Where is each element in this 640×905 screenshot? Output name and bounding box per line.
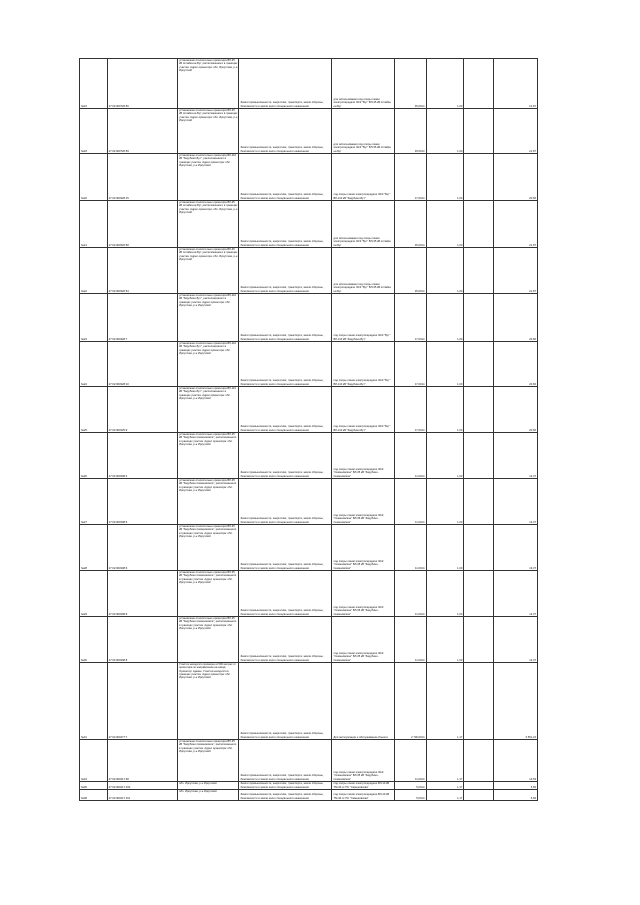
cell-c7: 1,00: [426, 433, 464, 479]
cell-c8: [464, 294, 494, 342]
cell-kad: 27:02:000328:15: [107, 154, 178, 201]
cell-num: №22: [80, 248, 108, 294]
cell-c9: 20,66: [493, 387, 537, 433]
table-row: [80, 342, 538, 387]
cell-c8: [464, 617, 494, 663]
cell-c9: 12,53: [493, 740, 537, 782]
cell-c8: [464, 740, 494, 782]
table-row: [80, 109, 538, 154]
cell-purpose: Земли промышленности, энергетики, транспорта, земли обороны, безопасности и земли иного специального назначения: [239, 109, 332, 154]
cell-purpose: Земли промышленности, энергетики, транспорта, земли обороны, безопасности и земли иного специального назначения: [239, 248, 332, 294]
table-row: [80, 663, 538, 740]
cell-addr: установлено относительно ориентира ВЛ-35 кВ отпайка на Бут, расположенного в границах участка. Адрес ориентира: обл. Иркутская, р-н Иркутский: [178, 109, 239, 154]
cell-use: под опоры линии электропередачи ЭСК "Бут" ВЛ-110 кВ "Зарубино-Бут": [332, 342, 394, 387]
table-row: [80, 294, 538, 342]
cell-addr: обл. Иркутская, р-н Иркутский: [178, 782, 239, 790]
cell-addr: обл. Иркутская, р-н Иркутский: [178, 790, 239, 801]
table-row: [80, 525, 538, 571]
table-row: [80, 248, 538, 294]
cell-kad: 27:02:000328:10: [107, 342, 178, 387]
cell-c7: 1,00: [426, 154, 464, 201]
cell-addr: установлено относительно ориентира ВЛ-35 кВ "Зарубино-Семеновское", расположенного в границах участка. Адрес ориентира: обл. Иркутская, р-н Иркутский: [178, 433, 239, 479]
cell-use: под опоры линии электропередачи ЭСК "Семеновское" ВЛ-35 кВ "Зарубино-Семеновское": [332, 571, 394, 617]
cell-c8: [464, 109, 494, 154]
cell-purpose: Земли промышленности, энергетики, транспорта, земли обороны, безопасности и земли иного специального назначения: [239, 790, 332, 801]
cell-c9: 21,87: [493, 248, 537, 294]
cell-use: под опоры линии электропередачи ВЛ-10 кВ ТМ-30 от ПС "Семеновская": [332, 782, 394, 790]
cell-purpose: Земли промышленности, энергетики, транспорта, земли обороны, безопасности и земли иного специального назначения: [239, 433, 332, 479]
cell-c9: 5,69: [493, 782, 537, 790]
cell-num: №25: [80, 387, 108, 433]
cell-purpose: Земли промышленности, энергетики, транспорта, земли обороны, безопасности и земли иного специального назначения: [239, 201, 332, 248]
cell-c9: 20,66: [493, 294, 537, 342]
cell-c9: 3 551,24: [493, 663, 537, 740]
cell-c9: 20,66: [493, 154, 537, 201]
cell-addr: установлено относительно ориентира ВЛ-110 кВ "Зарубино-Бут", расположенного в границах участка. Адрес ориентира: обл. Иркутская, р-н Иркутский: [178, 294, 239, 342]
cell-num: №30: [80, 617, 108, 663]
cell-c7: 1,00: [426, 294, 464, 342]
cell-c7: 1,17: [426, 663, 464, 740]
cell-c7: 1,00: [426, 248, 464, 294]
cell-num: №20: [80, 154, 108, 201]
cell-kad: 27:02:000325:9: [107, 387, 178, 433]
cell-area: 17,0014: [394, 342, 426, 387]
land-register-table: [79, 58, 538, 801]
cell-c7: 1,00: [426, 342, 464, 387]
cell-c8: [464, 154, 494, 201]
cell-c8: [464, 59, 494, 109]
cell-use: под опоры линии электропередачи ЭСК "Семеновское" ВЛ-35 кВ "Зарубино-Семеновское": [332, 479, 394, 525]
cell-use: для использования под опоры линии электропередачи ЭСК "Бут" ВЛ-35 кВ отпайка на Бут: [332, 201, 394, 248]
cell-c7: 1,00: [426, 387, 464, 433]
cell-num: №34: [80, 740, 108, 782]
table-row: [80, 790, 538, 801]
cell-addr: установлено относительно ориентира ВЛ-35 кВ "Зарубино-Семеновское", расположенного в границах участка. Адрес ориентира: обл. Иркутская, р-н Иркутский: [178, 479, 239, 525]
cell-c7: 1,00: [426, 525, 464, 571]
cell-use: под опоры линии электропередачи ЭСК "Бут" ВЛ-110 кВ "Зарубино-Бут": [332, 154, 394, 201]
table-row: [80, 617, 538, 663]
cell-addr: установлено относительно ориентира ВЛ-110 кВ "Зарубино-Бут", расположенного в границах участка. Адрес ориентира: обл. Иркутская, р-н Иркутский: [178, 154, 239, 201]
table-row: [80, 782, 538, 790]
cell-kad: 27:02:000477:7: [107, 663, 178, 740]
cell-c9: 20,66: [493, 342, 537, 387]
cell-c8: [464, 571, 494, 617]
cell-kad: 27:02:000326:54: [107, 248, 178, 294]
cell-c9: 13,37: [493, 617, 537, 663]
cell-area: 45,0014: [394, 109, 426, 154]
cell-purpose: Земли промышленности, энергетики, транспорта, земли обороны, безопасности и земли иного специального назначения: [239, 571, 332, 617]
cell-num: №26: [80, 433, 108, 479]
cell-kad: 27:02:000308:6: [107, 525, 178, 571]
cell-c9: 13,37: [493, 433, 537, 479]
cell-addr: установлено относительно ориентира ВЛ-35 кВ отпайка на Бут, расположенного в границах участка. Адрес ориентира: обл. Иркутская, р-н Иркутский: [178, 201, 239, 248]
cell-c7: 1,00: [426, 109, 464, 154]
cell-purpose: Земли промышленности, энергетики, транспорта, земли обороны, безопасности и земли иного специального назначения: [239, 740, 332, 782]
cell-kad: 27:02:000308:5: [107, 479, 178, 525]
cell-kad: 27:02:000417:38: [107, 740, 178, 782]
cell-c7: 1,17: [426, 782, 464, 790]
table-row: [80, 201, 538, 248]
cell-area: 11,0014: [394, 525, 426, 571]
cell-num: №36: [80, 782, 108, 790]
cell-kad: 27:02:000726:56: [107, 59, 178, 109]
cell-kad: 27:02:000308:8: [107, 617, 178, 663]
cell-use: под опоры линии электропередачи ЭСК "Семеновское" ВЛ-35 кВ "Зарубино-Семеновское": [332, 525, 394, 571]
cell-c7: 1,17: [426, 790, 464, 801]
cell-c8: [464, 479, 494, 525]
cell-c9: 21,87: [493, 201, 537, 248]
cell-area: 17,0014: [394, 154, 426, 201]
cell-use: под опоры линии электропередачи ЭСК "Семеновское" ВЛ-35 кВ "Зарубино-Семеновское": [332, 740, 394, 782]
cell-c9: 13,37: [493, 571, 537, 617]
cell-area: 2 700,0014: [394, 663, 426, 740]
cell-num: №18: [80, 109, 108, 154]
cell-use: под опоры линии электропередачи ЭСК "Семеновское" ВЛ-35 кВ "Зарубино-Семеновское": [332, 617, 394, 663]
cell-purpose: Земли промышленности, энергетики, транспорта, земли обороны, безопасности и земли иного специального назначения: [239, 387, 332, 433]
cell-purpose: Земли промышленности, энергетики, транспорта, земли обороны, безопасности и земли иного специального назначения: [239, 782, 332, 790]
cell-addr: установлено относительно ориентира ВЛ-35 кВ "Зарубино-Семеновское", расположенного в границах участка. Адрес ориентира: обл. Иркутская, р-н Иркутский: [178, 617, 239, 663]
cell-area: 17,0014: [394, 387, 426, 433]
cell-purpose: Земли промышленности, энергетики, транспорта, земли обороны, безопасности и земли иного специального назначения: [239, 294, 332, 342]
cell-num: №21: [80, 201, 108, 248]
cell-c9: 13,37: [493, 479, 537, 525]
cell-purpose: Земли промышленности, энергетики, транспорта, земли обороны, безопасности и земли иного специального назначения: [239, 154, 332, 201]
cell-num: №27: [80, 479, 108, 525]
cell-area: 11,0014: [394, 571, 426, 617]
cell-use: под опоры линии электропередачи ЭСК "Бут" ВЛ-110 кВ "Зарубино-Бут": [332, 387, 394, 433]
cell-addr: установлено относительно ориентира ВЛ-35 кВ отпайка на Бут, расположенного в границах участка. Адрес ориентира: обл. Иркутская, р-н Иркутский: [178, 59, 239, 109]
cell-addr: установлено относительно ориентира ВЛ-110 кВ "Зарубино-Бут", расположенного в границах участка. Адрес ориентира: обл. Иркутская, р-н Иркутский: [178, 342, 239, 387]
cell-purpose: Земли промышленности, энергетики, транспорта, земли обороны, безопасности и земли иного специального назначения: [239, 342, 332, 387]
cell-kad: 27:02:000308:9: [107, 571, 178, 617]
cell-c9: 21,87: [493, 59, 537, 109]
cell-c9: 13,37: [493, 525, 537, 571]
cell-c8: [464, 525, 494, 571]
cell-area: 11,0014: [394, 740, 426, 782]
cell-use: для использования под опоры линии электропередачи ЭСК "Бут" ВЛ-35 кВ отпайка на Бут: [332, 109, 394, 154]
cell-c9: 21,87: [493, 109, 537, 154]
cell-addr: установлено относительно ориентира ВЛ-110 кВ "Зарубино-Бут", расположенного в границах участка. Адрес ориентира: обл. Иркутская, р-н Иркутский: [178, 387, 239, 433]
cell-purpose: Земли промышленности, энергетики, транспорта, земли обороны, безопасности и земли иного специального назначения: [239, 525, 332, 571]
cell-c7: 1,17: [426, 740, 464, 782]
cell-use: под опоры линии электропередачи ЭСК "Бут" ВЛ-110 кВ "Зарубино-Бут": [332, 294, 394, 342]
cell-num: №31: [80, 663, 108, 740]
cell-c8: [464, 201, 494, 248]
cell-c7: 1,00: [426, 479, 464, 525]
cell-area: 11,0014: [394, 617, 426, 663]
cell-use: для использования под опоры линии электропередачи ЭСК "Бут" ВЛ-35 кВ отпайка на Бут: [332, 59, 394, 109]
cell-purpose: Земли промышленности, энергетики, транспорта, земли обороны, безопасности и земли иного специального назначения: [239, 617, 332, 663]
cell-area: 45,0014: [394, 201, 426, 248]
table-row: [80, 387, 538, 433]
cell-addr: установлено относительно ориентира ВЛ-35 кВ отпайка на Бут, расположенного в границах участка. Адрес ориентира: обл. Иркутская, р-н Иркутский: [178, 248, 239, 294]
cell-c8: [464, 248, 494, 294]
cell-num: №28: [80, 525, 108, 571]
cell-c9: 5,69: [493, 790, 537, 801]
cell-c7: 1,00: [426, 201, 464, 248]
table-row: [80, 740, 538, 782]
table-row: [80, 571, 538, 617]
cell-kad: 27:02:000326:58: [107, 201, 178, 248]
cell-num: №23: [80, 294, 108, 342]
cell-purpose: Земли промышленности, энергетики, транспорта, земли обороны, безопасности и земли иного специального назначения: [239, 479, 332, 525]
cell-use: для использования под опоры линии электропередачи ЭСК "Бут" ВЛ-35 кВ отпайка на Бут: [332, 248, 394, 294]
cell-kad: 27:02:000328:7: [107, 294, 178, 342]
table-row: [80, 59, 538, 109]
cell-use: под опоры линии электропередачи ЭСК "Семеновское" ВЛ-35 кВ "Зарубино-Семеновское": [332, 433, 394, 479]
cell-num: №16: [80, 59, 108, 109]
cell-num: №38: [80, 790, 108, 801]
cell-use: под опоры линии электропередачи ВЛ-10 кВ ТМ-30 от ПС "Семеновская": [332, 790, 394, 801]
cell-c8: [464, 433, 494, 479]
cell-c8: [464, 342, 494, 387]
table-row: [80, 479, 538, 525]
table-row: [80, 154, 538, 201]
cell-area: 45,0014: [394, 59, 426, 109]
cell-area: 5,0014: [394, 790, 426, 801]
cell-kad: 27:02:000417:161: [107, 790, 178, 801]
cell-c8: [464, 387, 494, 433]
cell-kad: 27:02:000308:3: [107, 433, 178, 479]
cell-kad: 27:02:000417:160: [107, 782, 178, 790]
cell-addr: Участок находится примерно в 500 метрах от ориентира по направлению на запад. Ориентир: здание. Участок находится в границах участка. Адрес ориентира: обл. Иркутская, р-н Иркутский: [178, 663, 239, 740]
cell-c8: [464, 790, 494, 801]
cell-c8: [464, 663, 494, 740]
table-body: [80, 59, 538, 801]
cell-c7: 1,00: [426, 59, 464, 109]
cell-num: №29: [80, 571, 108, 617]
cell-use: Для эксплуатации и обслуживания объекта: [332, 663, 394, 740]
cell-addr: установлено относительно ориентира ВЛ-35 кВ "Зарубино-Семеновское", расположенного в границах участка. Адрес ориентира: обл. Иркутская, р-н Иркутский: [178, 740, 239, 782]
cell-area: 17,0014: [394, 294, 426, 342]
cell-kad: 27:02:000726:59: [107, 109, 178, 154]
cell-c8: [464, 782, 494, 790]
cell-area: 45,0014: [394, 248, 426, 294]
cell-purpose: Земли промышленности, энергетики, транспорта, земли обороны, безопасности и земли иного специального назначения: [239, 59, 332, 109]
cell-purpose: Земли промышленности, энергетики, транспорта, земли обороны, безопасности и земли иного специального назначения: [239, 663, 332, 740]
cell-num: №24: [80, 342, 108, 387]
cell-addr: установлено относительно ориентира ВЛ-35 кВ "Зарубино-Семеновское", расположенного в границах участка. Адрес ориентира: обл. Иркутская, р-н Иркутский: [178, 571, 239, 617]
cell-area: 11,0014: [394, 479, 426, 525]
cell-c7: 1,00: [426, 617, 464, 663]
cell-addr: установлено относительно ориентира ВЛ-35 кВ "Зарубино-Семеновское", расположенного в границах участка. Адрес ориентира: обл. Иркутская, р-н Иркутский: [178, 525, 239, 571]
cell-c7: 1,00: [426, 571, 464, 617]
cell-area: 11,0014: [394, 433, 426, 479]
cell-area: 5,0014: [394, 782, 426, 790]
table-row: [80, 433, 538, 479]
